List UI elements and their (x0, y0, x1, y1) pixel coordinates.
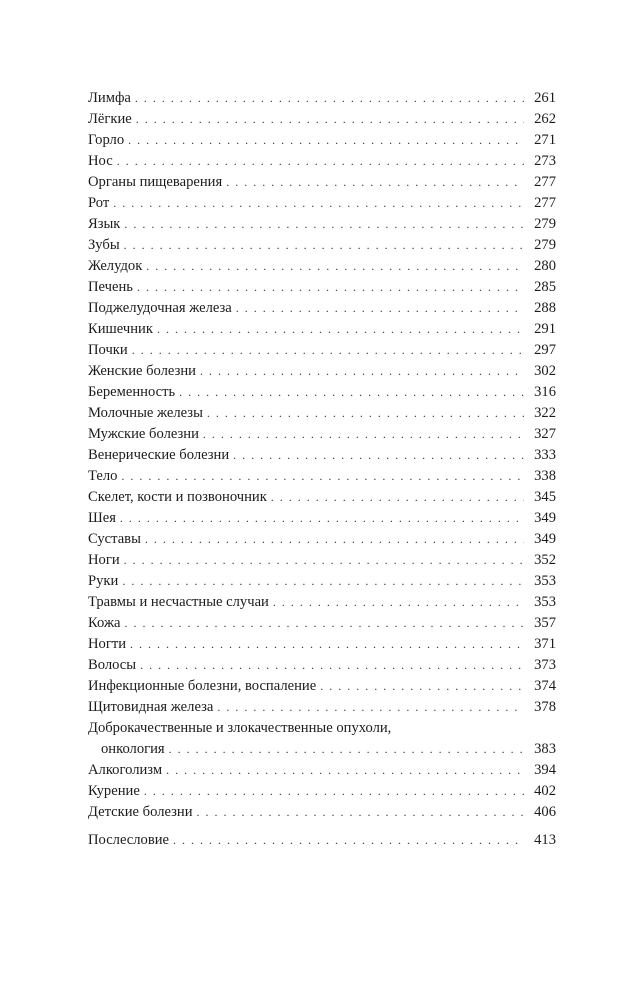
toc-entry-title: Лимфа (88, 90, 131, 106)
toc-entry-page: 333 (534, 447, 556, 463)
toc-entry-page: 352 (534, 552, 556, 568)
toc-entry-title: Алкоголизм (88, 762, 163, 778)
dot-leader (236, 298, 524, 319)
toc-entry-page: 345 (534, 489, 556, 505)
toc-entry[interactable] (88, 550, 556, 571)
toc-entry[interactable] (88, 529, 556, 550)
toc-entry-page: 279 (534, 216, 556, 232)
dot-leader (124, 235, 524, 256)
toc-entry-page: 338 (534, 468, 556, 484)
dot-leader (273, 592, 524, 613)
dot-leader (121, 466, 524, 487)
toc-entry[interactable] (88, 781, 556, 802)
dot-leader (166, 760, 524, 781)
dot-leader (203, 424, 524, 445)
toc-entry-title: Поджелудочная железа (88, 300, 232, 316)
toc-entry-title: Ногти (88, 636, 127, 652)
toc-entry-page: 316 (534, 384, 556, 400)
section-gap (88, 823, 556, 830)
toc-entry[interactable] (88, 424, 556, 445)
toc-entry-page: 277 (534, 195, 556, 211)
dot-leader (179, 382, 524, 403)
dot-leader (130, 634, 524, 655)
toc-entry-title: Щитовидная железа (88, 699, 214, 715)
toc-entry[interactable] (88, 613, 556, 634)
toc-entry-page: 273 (534, 153, 556, 169)
dot-leader (146, 256, 524, 277)
toc-entry-title: Травмы и несчастные случаи (88, 594, 269, 610)
dot-leader (320, 676, 524, 697)
toc-entry[interactable] (88, 235, 556, 256)
toc-entry-page: 285 (534, 279, 556, 295)
toc-entry-page: 357 (534, 615, 556, 631)
toc-entry[interactable] (88, 88, 556, 109)
toc-entry[interactable] (88, 298, 556, 319)
dot-leader (137, 277, 524, 298)
dot-leader (271, 487, 524, 508)
toc-entry-page: 327 (534, 426, 556, 442)
toc-entry[interactable] (88, 403, 556, 424)
toc-entry-page: 291 (534, 321, 556, 337)
toc-entry-page: 383 (534, 741, 556, 757)
dot-leader (217, 697, 524, 718)
toc-entry-page: 322 (534, 405, 556, 421)
dot-leader (136, 109, 524, 130)
dot-leader (145, 529, 524, 550)
toc-entry-page: 277 (534, 174, 556, 190)
toc-entry[interactable] (88, 802, 556, 823)
toc-entry-title: Кожа (88, 615, 121, 631)
dot-leader (169, 739, 524, 760)
toc-entry-page: 302 (534, 363, 556, 379)
toc-entry-title: Венерические болезни (88, 447, 230, 463)
dot-leader (124, 214, 524, 235)
toc-entry[interactable] (88, 697, 556, 718)
dot-leader (157, 319, 524, 340)
toc-entry-title: Женские болезни (88, 363, 196, 379)
toc-entry[interactable] (88, 109, 556, 130)
toc-entry-page: 349 (534, 531, 556, 547)
toc-entry-multiline[interactable] (88, 718, 556, 760)
dot-leader (120, 508, 524, 529)
toc-entry-title: Инфекционные болезни, воспаление (88, 678, 317, 694)
toc-entry[interactable] (88, 466, 556, 487)
toc-entry-title: Руки (88, 573, 119, 589)
toc-entries (88, 88, 556, 718)
toc-entry[interactable] (88, 361, 556, 382)
toc-entry-page: 373 (534, 657, 556, 673)
dot-leader (135, 88, 524, 109)
toc-entry[interactable] (88, 382, 556, 403)
dot-leader (122, 571, 524, 592)
toc-entry[interactable] (88, 760, 556, 781)
toc-entry-page: 297 (534, 342, 556, 358)
toc-entry-page: 374 (534, 678, 556, 694)
toc-entry-title: Скелет, кости и позвоночник (88, 489, 267, 505)
toc-entries-after (88, 760, 556, 823)
toc-entry-page: 394 (534, 762, 556, 778)
toc-entry-title: Рот (88, 195, 110, 211)
dot-leader (124, 550, 524, 571)
toc-entry-title: Молочные железы (88, 405, 203, 421)
toc-entry-title: Лёгкие (88, 111, 132, 127)
toc-entry[interactable] (88, 592, 556, 613)
toc-entry-title: Горло (88, 132, 125, 148)
table-of-contents (88, 88, 556, 851)
toc-entry[interactable] (88, 172, 556, 193)
toc-entry-page: 371 (534, 636, 556, 652)
dot-leader (200, 361, 524, 382)
toc-entry[interactable] (88, 319, 556, 340)
toc-entry-title: Желудок (88, 258, 143, 274)
toc-entry-page: 280 (534, 258, 556, 274)
toc-entry-page: 262 (534, 111, 556, 127)
dot-leader (207, 403, 524, 424)
toc-entry-title: Тело (88, 468, 118, 484)
toc-entry[interactable] (88, 193, 556, 214)
toc-entry-page: 261 (534, 90, 556, 106)
toc-entry[interactable] (88, 151, 556, 172)
toc-entry[interactable] (88, 634, 556, 655)
toc-entry-title: Детские болезни (88, 804, 193, 820)
toc-entry-title: Нос (88, 153, 113, 169)
toc-entry[interactable] (88, 340, 556, 361)
toc-entry-title: Шея (88, 510, 116, 526)
toc-entry-page: 378 (534, 699, 556, 715)
toc-entry-page: 402 (534, 783, 556, 799)
toc-entry-title: Зубы (88, 237, 120, 253)
toc-entry[interactable] (88, 214, 556, 235)
toc-entry[interactable] (88, 676, 556, 697)
toc-entry-afterword[interactable] (88, 830, 556, 851)
toc-entry-title: Язык (88, 216, 121, 232)
toc-entry-page: 413 (534, 832, 556, 848)
toc-entry-title: Беременность (88, 384, 176, 400)
toc-entry-page: 353 (534, 594, 556, 610)
dot-leader (173, 830, 524, 851)
dot-leader (132, 340, 524, 361)
toc-entry-page: 288 (534, 300, 556, 316)
toc-entry-page: 349 (534, 510, 556, 526)
toc-entry-title: Почки (88, 342, 128, 358)
toc-entry-page: 279 (534, 237, 556, 253)
dot-leader (117, 151, 524, 172)
toc-entry[interactable] (88, 277, 556, 298)
toc-entry[interactable] (88, 655, 556, 676)
toc-entry-title: Ноги (88, 552, 120, 568)
toc-entry-title: Мужские болезни (88, 426, 199, 442)
toc-entry-title: Печень (88, 279, 133, 295)
toc-entry-title: Послесловие (88, 832, 170, 848)
dot-leader (125, 613, 524, 634)
toc-entry-title: Курение (88, 783, 140, 799)
dot-leader (197, 802, 524, 823)
toc-entry[interactable] (88, 130, 556, 151)
dot-leader (140, 655, 524, 676)
toc-entry[interactable] (88, 445, 556, 466)
toc-entry[interactable] (88, 571, 556, 592)
toc-entry-page: 353 (534, 573, 556, 589)
dot-leader (226, 172, 524, 193)
toc-entry[interactable] (88, 256, 556, 277)
toc-entry-title-line1: Доброкачественные и злокачественные опухоли, (88, 720, 392, 736)
dot-leader (144, 781, 524, 802)
toc-entry[interactable] (88, 487, 556, 508)
toc-entry-title: Суставы (88, 531, 141, 547)
dot-leader (233, 445, 524, 466)
dot-leader (128, 130, 524, 151)
toc-entry-page: 406 (534, 804, 556, 820)
toc-entry-title: Волосы (88, 657, 137, 673)
toc-entry-page: 271 (534, 132, 556, 148)
toc-entry-title: Органы пищеварения (88, 174, 223, 190)
toc-entry[interactable] (88, 508, 556, 529)
toc-entry-title: Кишечник (88, 321, 153, 337)
dot-leader (113, 193, 524, 214)
toc-entry-title-line2: онкология (101, 741, 165, 757)
